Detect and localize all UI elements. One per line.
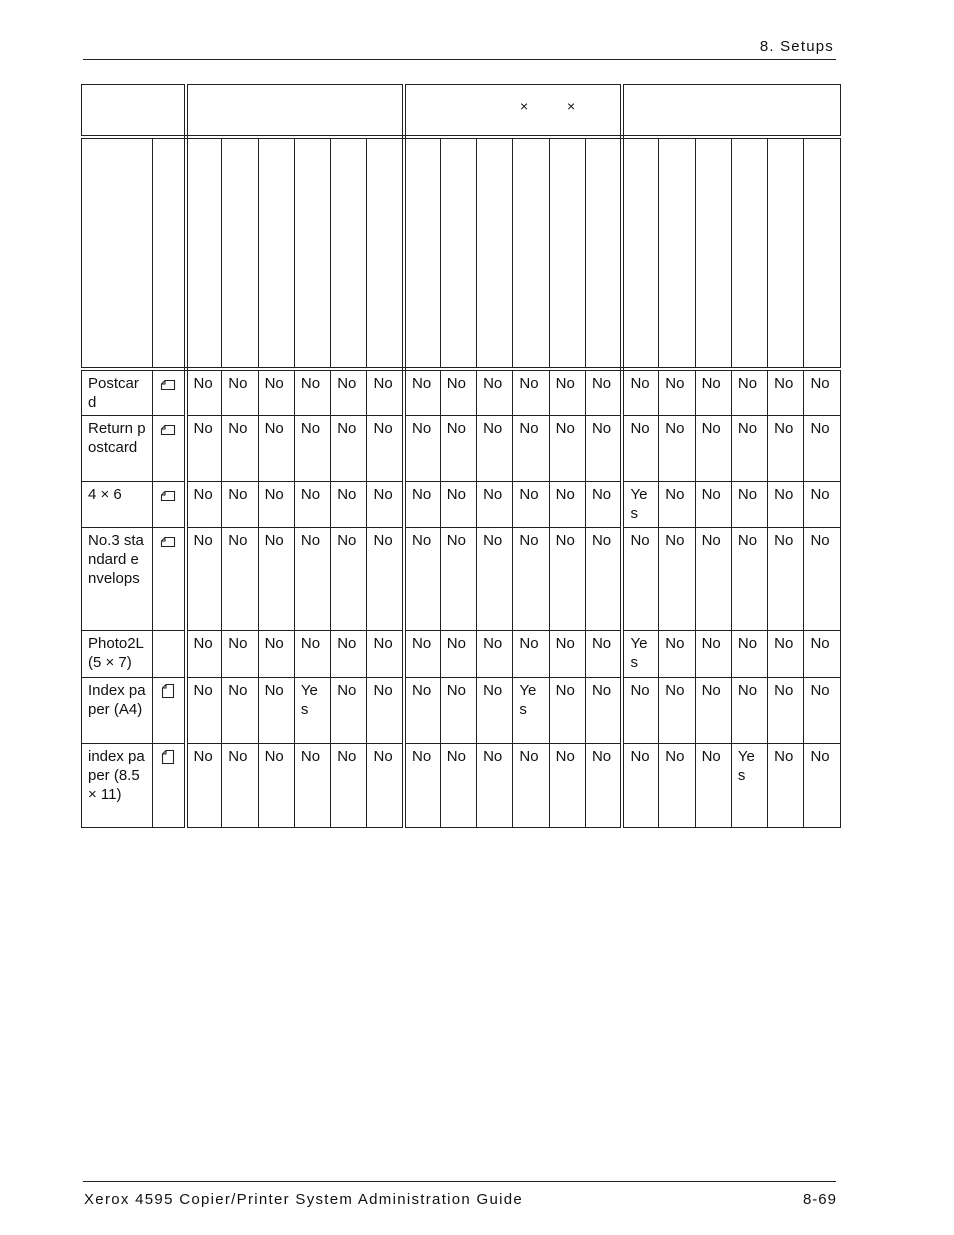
value-cell: No — [695, 528, 731, 631]
value-cell: No — [258, 369, 294, 416]
value-cell: No — [294, 744, 330, 828]
value-cell: Yes — [294, 678, 330, 744]
value-cell: Yes — [513, 678, 549, 744]
footer-rule — [83, 1181, 836, 1182]
value-cell: No — [659, 482, 695, 528]
sub-header-cell — [186, 137, 222, 369]
value-cell: No — [294, 482, 330, 528]
value-cell: No — [513, 369, 549, 416]
value-cell: No — [477, 416, 513, 482]
value-cell: No — [513, 416, 549, 482]
value-cell: No — [659, 744, 695, 828]
header-rule — [83, 59, 836, 60]
value-cell: No — [331, 369, 367, 416]
value-cell: No — [622, 528, 658, 631]
value-cell: No — [367, 528, 404, 631]
paper-portrait-icon — [160, 749, 176, 765]
value-cell: No — [585, 416, 622, 482]
value-cell: No — [186, 369, 222, 416]
value-cell: No — [331, 744, 367, 828]
value-cell: No — [222, 631, 258, 678]
value-cell: No — [731, 369, 767, 416]
value-cell: No — [440, 369, 476, 416]
value-cell: No — [768, 528, 804, 631]
value-cell: No — [477, 631, 513, 678]
value-cell: No — [222, 528, 258, 631]
value-cell: No — [768, 369, 804, 416]
paper-landscape-icon — [160, 487, 176, 503]
value-cell: No — [477, 482, 513, 528]
value-cell: No — [294, 369, 330, 416]
value-cell: No — [404, 369, 440, 416]
value-cell: No — [585, 528, 622, 631]
value-cell: No — [404, 744, 440, 828]
value-cell: No — [768, 631, 804, 678]
value-cell: Yes — [622, 482, 658, 528]
value-cell: No — [513, 631, 549, 678]
value-cell: No — [331, 528, 367, 631]
footer-title: Xerox 4595 Copier/Printer System Administration Guide — [84, 1191, 524, 1208]
value-cell: No — [695, 369, 731, 416]
sub-header-cell — [440, 137, 476, 369]
sub-header-cell — [768, 137, 804, 369]
value-cell: No — [258, 678, 294, 744]
value-cell: No — [404, 678, 440, 744]
sub-header-row — [82, 137, 841, 369]
value-cell: No — [367, 744, 404, 828]
value-cell: No — [440, 416, 476, 482]
orientation-cell — [153, 416, 186, 482]
sub-header-cell — [804, 137, 841, 369]
value-cell: No — [804, 369, 841, 416]
value-cell: No — [440, 678, 476, 744]
table-row — [82, 528, 841, 631]
value-cell: No — [477, 528, 513, 631]
value-cell: No — [331, 416, 367, 482]
paper-name-cell: 4 × 6 — [82, 482, 153, 528]
value-cell: No — [404, 631, 440, 678]
table-row — [82, 744, 841, 828]
value-cell: No — [440, 482, 476, 528]
sub-header-cell — [404, 137, 440, 369]
value-cell: No — [331, 482, 367, 528]
paper-landscape-icon — [160, 533, 176, 549]
paper-landscape-icon — [160, 376, 176, 392]
value-cell: No — [695, 631, 731, 678]
value-cell: No — [367, 416, 404, 482]
value-cell: No — [331, 678, 367, 744]
table-row — [82, 416, 841, 482]
value-cell: No — [731, 631, 767, 678]
sub-header-cell — [585, 137, 622, 369]
value-cell: No — [404, 416, 440, 482]
table-row — [82, 631, 841, 678]
value-cell: No — [258, 631, 294, 678]
value-cell: No — [622, 744, 658, 828]
value-cell: No — [440, 744, 476, 828]
value-cell: No — [440, 528, 476, 631]
value-cell: No — [731, 678, 767, 744]
value-cell: No — [404, 482, 440, 528]
table-row — [82, 482, 841, 528]
value-cell: No — [513, 482, 549, 528]
value-cell: Yes — [731, 744, 767, 828]
sub-header-cell — [367, 137, 404, 369]
value-cell: No — [695, 744, 731, 828]
value-cell: No — [367, 631, 404, 678]
value-cell: No — [258, 528, 294, 631]
sub-header-cell — [549, 137, 585, 369]
paper-name-cell: index paper (8.5 × 11) — [82, 744, 153, 828]
value-cell: No — [222, 482, 258, 528]
sub-header-cell — [222, 137, 258, 369]
paper-name-cell: Return postcard — [82, 416, 153, 482]
value-cell: No — [585, 678, 622, 744]
value-cell: No — [186, 416, 222, 482]
table-row — [82, 369, 841, 416]
value-cell: No — [695, 678, 731, 744]
value-cell: No — [186, 631, 222, 678]
value-cell: No — [768, 678, 804, 744]
orientation-cell — [153, 678, 186, 744]
section-header: 8. Setups — [759, 38, 834, 55]
orientation-cell — [153, 528, 186, 631]
value-cell: No — [804, 416, 841, 482]
value-cell: No — [186, 528, 222, 631]
sub-header-cell — [331, 137, 367, 369]
value-cell: No — [331, 631, 367, 678]
paper-compatibility-table — [81, 84, 841, 828]
value-cell: No — [186, 482, 222, 528]
sub-header-cell — [659, 137, 695, 369]
value-cell: No — [549, 369, 585, 416]
paper-name-cell: No.3 standard envelops — [82, 528, 153, 631]
group-header-mark: × — [566, 98, 576, 114]
value-cell: No — [477, 744, 513, 828]
orientation-cell — [153, 369, 186, 416]
paper-name-cell: Photo2L (5 × 7) — [82, 631, 153, 678]
sub-header-cell — [258, 137, 294, 369]
value-cell: No — [404, 528, 440, 631]
group-header-mark: × — [519, 98, 529, 114]
sub-header-cell — [731, 137, 767, 369]
value-cell: No — [731, 416, 767, 482]
value-cell: No — [222, 678, 258, 744]
value-cell: No — [659, 416, 695, 482]
value-cell: No — [659, 631, 695, 678]
group-header-cell-2 — [404, 85, 622, 137]
value-cell: No — [186, 678, 222, 744]
value-cell: No — [659, 369, 695, 416]
group-header-cell-label — [82, 85, 186, 137]
value-cell: No — [659, 528, 695, 631]
value-cell: No — [768, 482, 804, 528]
paper-landscape-icon — [160, 421, 176, 437]
orientation-cell — [153, 744, 186, 828]
value-cell: No — [258, 482, 294, 528]
value-cell: No — [804, 678, 841, 744]
value-cell: No — [294, 416, 330, 482]
value-cell: No — [222, 369, 258, 416]
value-cell: No — [367, 369, 404, 416]
paper-name-cell: Index paper (A4) — [82, 678, 153, 744]
value-cell: No — [731, 482, 767, 528]
sub-header-cell — [294, 137, 330, 369]
value-cell: No — [294, 528, 330, 631]
table-row — [82, 678, 841, 744]
value-cell: No — [222, 416, 258, 482]
value-cell: No — [513, 528, 549, 631]
value-cell: No — [804, 631, 841, 678]
value-cell: No — [622, 678, 658, 744]
value-cell: No — [477, 678, 513, 744]
value-cell: No — [622, 369, 658, 416]
value-cell: No — [549, 678, 585, 744]
value-cell: No — [695, 416, 731, 482]
sub-header-cell — [513, 137, 549, 369]
value-cell: No — [222, 744, 258, 828]
group-header-cell-1 — [186, 85, 404, 137]
value-cell: No — [804, 528, 841, 631]
value-cell: Yes — [622, 631, 658, 678]
value-cell: No — [549, 631, 585, 678]
sub-header-cell — [622, 137, 658, 369]
value-cell: No — [549, 744, 585, 828]
orientation-cell — [153, 631, 186, 678]
value-cell: No — [731, 528, 767, 631]
sub-header-cell — [477, 137, 513, 369]
value-cell: No — [367, 482, 404, 528]
value-cell: No — [549, 416, 585, 482]
value-cell: No — [549, 528, 585, 631]
orientation-cell — [153, 482, 186, 528]
value-cell: No — [695, 482, 731, 528]
paper-name-cell: Postcard — [82, 369, 153, 416]
value-cell: No — [659, 678, 695, 744]
sub-header-cell — [695, 137, 731, 369]
value-cell: No — [585, 744, 622, 828]
value-cell: No — [513, 744, 549, 828]
value-cell: No — [549, 482, 585, 528]
value-cell: No — [367, 678, 404, 744]
value-cell: No — [585, 631, 622, 678]
paper-portrait-icon — [160, 683, 176, 699]
value-cell: No — [440, 631, 476, 678]
value-cell: No — [258, 744, 294, 828]
value-cell: No — [585, 482, 622, 528]
value-cell: No — [622, 416, 658, 482]
value-cell: No — [804, 482, 841, 528]
value-cell: No — [768, 416, 804, 482]
value-cell: No — [585, 369, 622, 416]
page-number: 8-69 — [802, 1191, 837, 1208]
sub-header-cell — [82, 137, 153, 369]
value-cell: No — [186, 744, 222, 828]
value-cell: No — [258, 416, 294, 482]
value-cell: No — [768, 744, 804, 828]
value-cell: No — [294, 631, 330, 678]
group-header-row — [82, 85, 841, 137]
value-cell: No — [804, 744, 841, 828]
value-cell: No — [477, 369, 513, 416]
sub-header-cell — [153, 137, 186, 369]
